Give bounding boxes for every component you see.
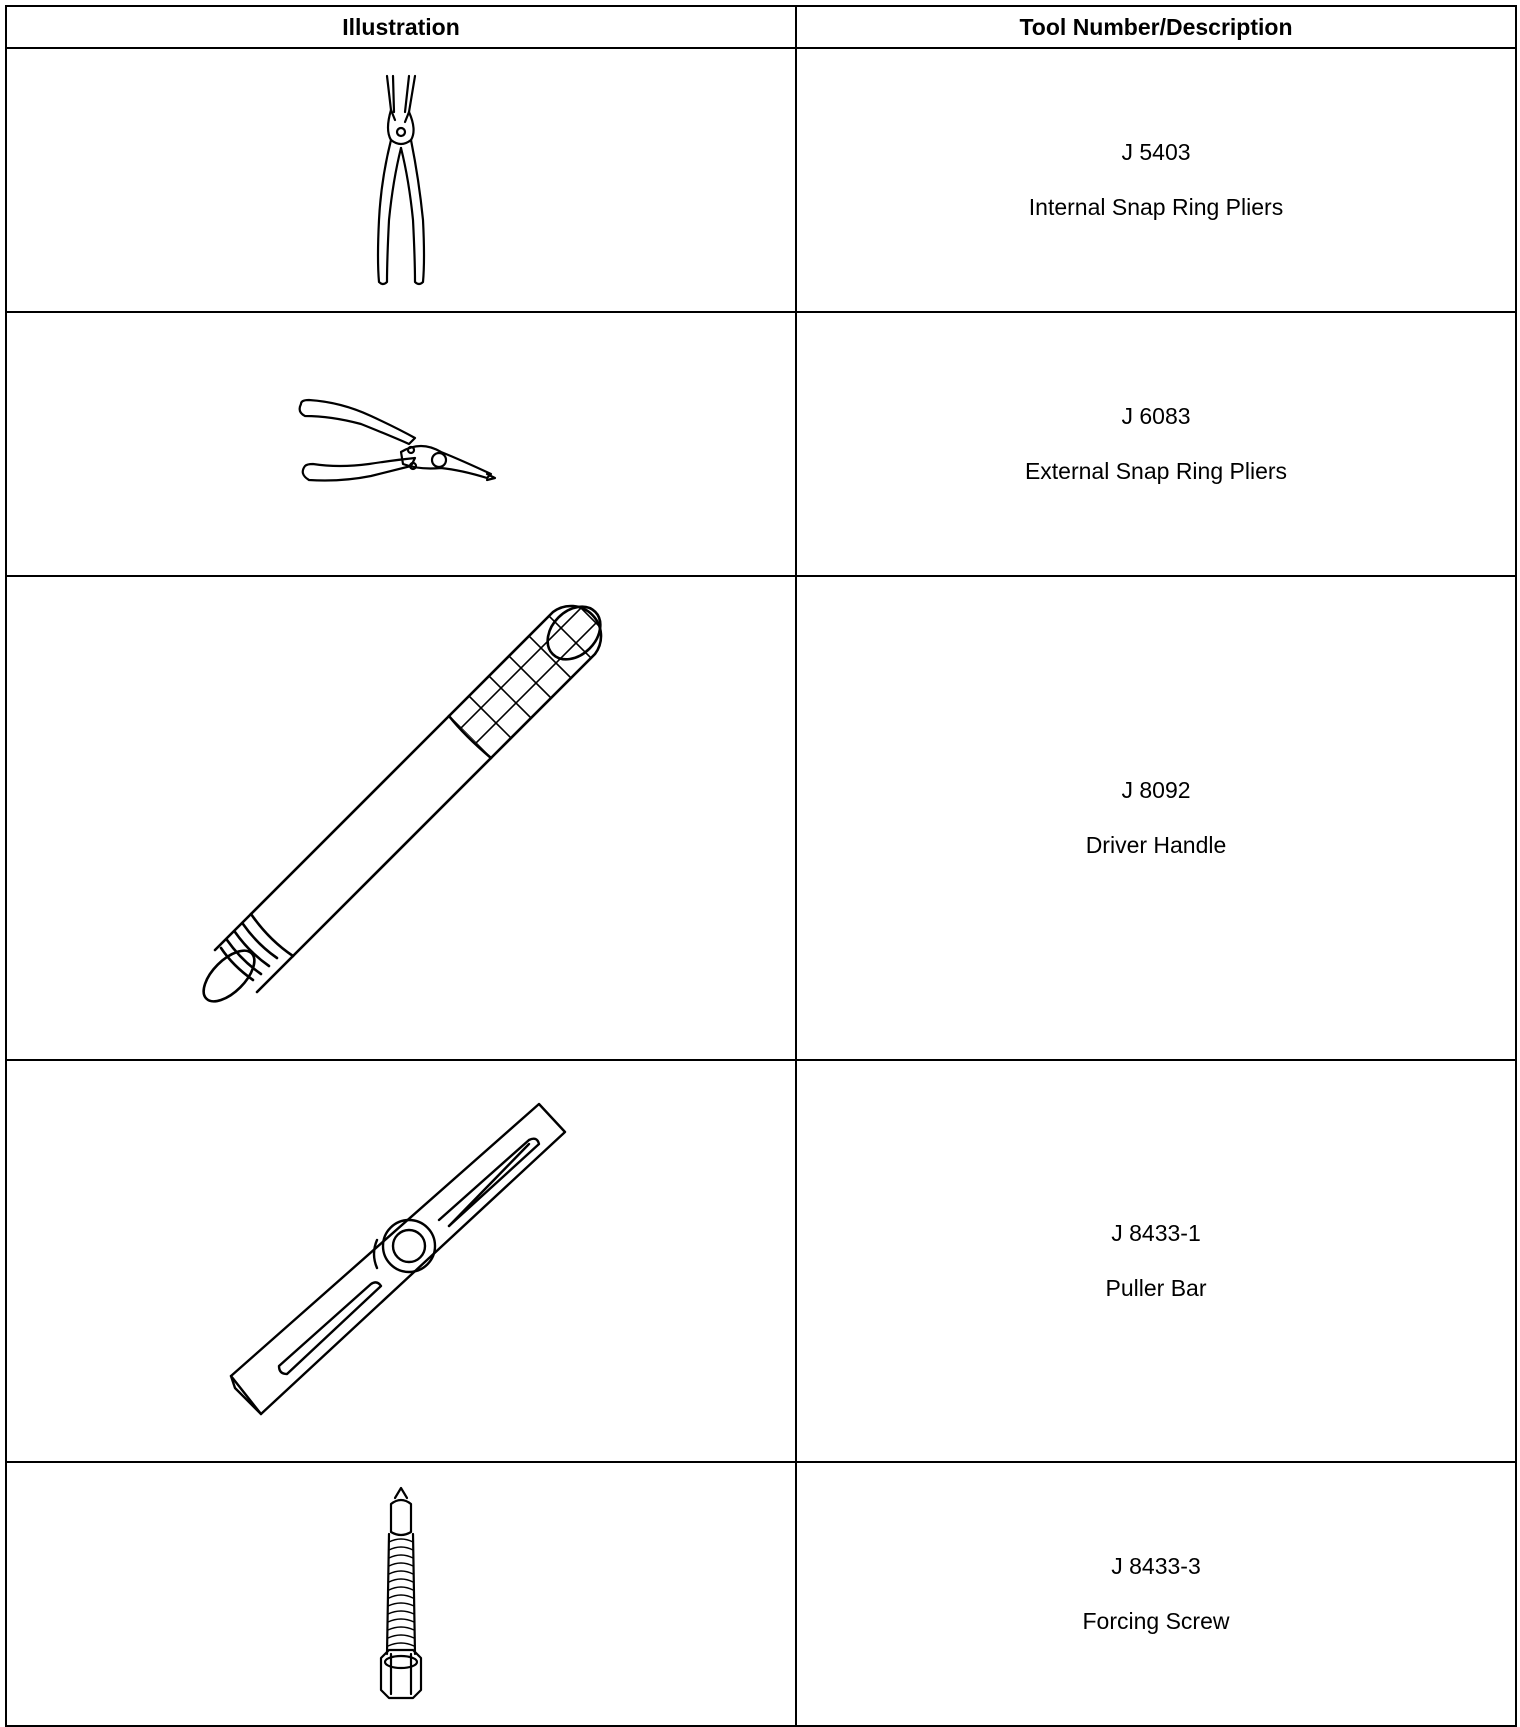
driver-handle-icon — [181, 598, 621, 1038]
table-row — [6, 576, 1516, 1060]
puller-bar-icon — [221, 1096, 581, 1426]
tool-description: Forcing Screw — [1082, 1608, 1230, 1634]
illustration-cell — [6, 1462, 796, 1726]
illustration-cell — [6, 1060, 796, 1462]
header-row — [6, 6, 1516, 48]
tool-description-cell — [796, 48, 1516, 312]
illustration-cell — [6, 576, 796, 1060]
table-row — [6, 1462, 1516, 1726]
tool-description: Driver Handle — [1085, 832, 1227, 858]
illustration-cell — [6, 312, 796, 576]
tool-description-cell — [796, 1060, 1516, 1462]
internal-snap-ring-pliers-icon — [361, 70, 441, 290]
tool-description-cell — [796, 1462, 1516, 1726]
tool-description-cell — [796, 576, 1516, 1060]
table-row — [6, 1060, 1516, 1462]
header-tool-number-description: Tool Number/Description — [796, 6, 1516, 48]
tool-number: J 8433-3 — [1111, 1553, 1201, 1579]
illustration-cell — [6, 48, 796, 312]
tool-description: External Snap Ring Pliers — [1024, 458, 1288, 484]
table-row — [6, 312, 1516, 576]
forcing-screw-icon — [361, 1484, 441, 1704]
tool-description: Puller Bar — [1105, 1275, 1207, 1301]
tool-description: Internal Snap Ring Pliers — [1028, 194, 1284, 220]
tool-number: J 8433-1 — [1111, 1220, 1201, 1246]
header-illustration: Illustration — [6, 6, 796, 48]
tool-number: J 6083 — [1121, 403, 1191, 429]
tool-number: J 8092 — [1121, 777, 1191, 803]
tool-description-cell — [796, 312, 1516, 576]
external-snap-ring-pliers-icon — [291, 394, 511, 494]
tool-number: J 5403 — [1121, 139, 1191, 165]
table-row — [6, 48, 1516, 312]
tools-table — [5, 5, 1517, 1727]
